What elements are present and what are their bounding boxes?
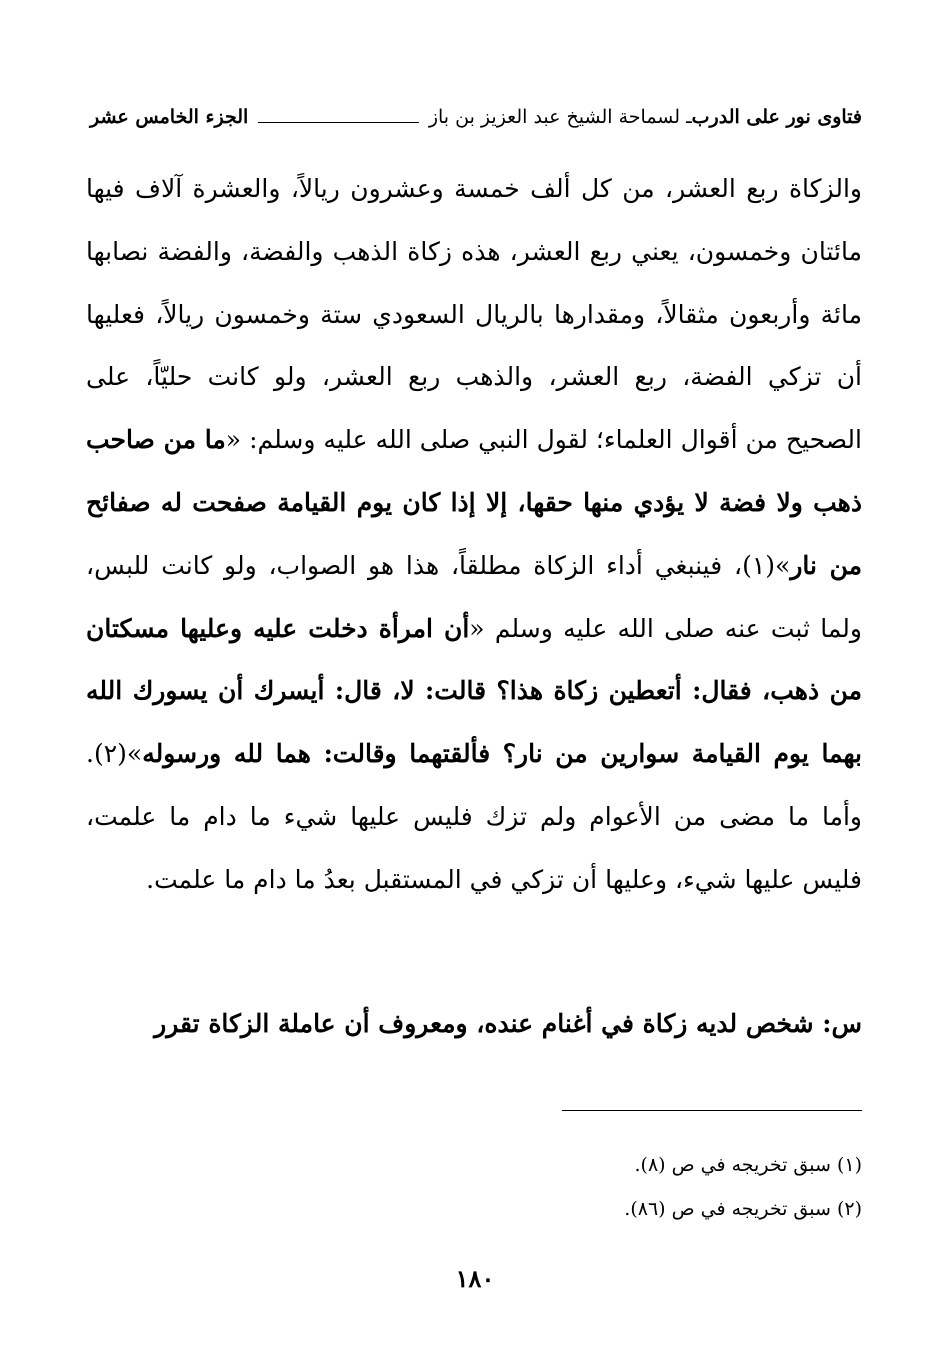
- answer-text-1: والزكاة ربع العشر، من كل ألف خمسة وعشرون ريالاً، والعشرة آلاف فيها مائتان وخمسون، يعني ربع العشر، هذه زكاة الذهب والفضة، والفضة نصابها مائة وأربعون مثقالاً، ومقدارها بالريال السعودي ستة وخمسون ريالاً، فعليها أن تزكي الفضة، ربع العشر، والذهب ربع العشر، ولو كانت حليّاً، على الصحيح من أقوال العلماء؛ لقول النبي صلى الله عليه وسلم: «: [86, 174, 862, 455]
- volume-label: الجزء الخامس عشر: [90, 106, 249, 128]
- footnote-2: (٢) سبق تخريجه في ص (٨٦).: [624, 1198, 862, 1220]
- footnotes: [300, 1143, 862, 1231]
- hadith-quote-1: ما من صاحب ذهب ولا فضة لا يؤدي منها حقها، إلا إذا كان يوم القيامة صفحت له صفائح من نار: [86, 425, 862, 580]
- author-line: ـ لسماحة الشيخ عبد العزيز بن باز: [428, 106, 692, 128]
- page-number: ١٨٠: [455, 1264, 495, 1293]
- hadith-quote-2: أن امرأة دخلت عليه وعليها مسكتان من ذهب، فقال: أتعطين زكاة هذا؟ قالت: لا، قال: أيسرك أن يسورك الله بهما يوم القيامة سوارين من نار؟ فألقتهما وقالت: هما لله ورسوله: [86, 613, 862, 769]
- header-rule: [258, 122, 419, 123]
- footnote-ref-2: »(٢): [93, 739, 143, 769]
- question-line: س: شخص لديه زكاة في أغنام عنده، ومعروف أن عاملة الزكاة تقرر: [154, 1009, 862, 1038]
- footnote-1: (١) سبق تخريجه في ص (٨).: [634, 1154, 862, 1176]
- answer-paragraph: [86, 158, 862, 912]
- answer-text-2: ، فينبغي أداء الزكاة مطلقاً، هذا هو الصواب، ولو كانت للبس، ولما ثبت عنه صلى الله عليه وسلم «: [86, 550, 862, 643]
- footnote-ref-1: »(١): [742, 550, 791, 580]
- answer-text-3: . وأما ما مضى من الأعوام ولم تزك فليس عليها شيء ما دام ما علمت، فليس عليها شيء، وعليها أن تزكي في المستقبل بعدُ ما دام ما علمت.: [86, 739, 862, 894]
- running-header: [90, 100, 862, 134]
- footnote-separator: [562, 1110, 862, 1111]
- book-title: فتاوى نور على الدرب: [691, 106, 862, 128]
